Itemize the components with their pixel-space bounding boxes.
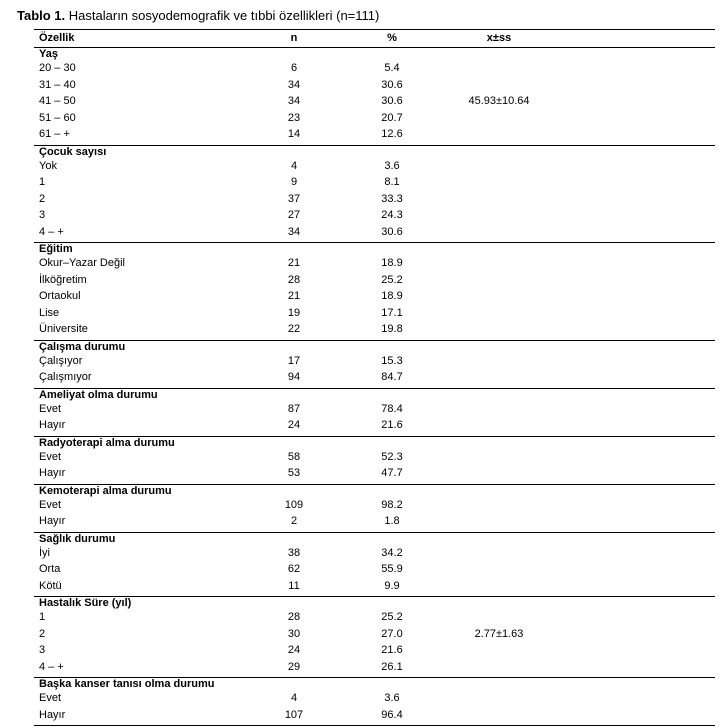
row-label: 2 — [39, 192, 46, 205]
row-label: Ortaokul — [39, 290, 81, 302]
table-row — [34, 111, 715, 128]
header-percent: % — [387, 32, 397, 44]
table-row — [34, 402, 715, 419]
row-percent: 3.6 — [384, 159, 400, 172]
table-row — [34, 660, 715, 677]
row-percent: 30.6 — [381, 95, 403, 107]
row-percent: 55.9 — [381, 563, 403, 575]
row-percent: 33.3 — [381, 192, 403, 205]
table-row — [34, 289, 715, 306]
row-label: 3 — [39, 209, 46, 221]
data-table — [34, 29, 715, 726]
table-row — [34, 94, 715, 111]
header-mean-sd: x±ss — [486, 32, 512, 44]
row-n: 29 — [287, 660, 301, 673]
row-n: 24 — [287, 644, 301, 656]
row-percent: 19.8 — [381, 323, 403, 335]
row-percent: 8.1 — [384, 176, 400, 188]
row-n: 34 — [287, 225, 301, 238]
table-caption-label: Tablo 1. — [17, 8, 66, 23]
row-n: 4 — [290, 159, 298, 172]
table-row — [34, 562, 715, 579]
row-n: 2 — [290, 515, 298, 527]
row-n: 28 — [287, 273, 301, 286]
row-n: 22 — [287, 323, 301, 335]
table-section — [34, 678, 715, 726]
row-label: Evet — [39, 402, 62, 415]
table-section — [34, 146, 715, 244]
table-row — [34, 273, 715, 290]
row-n: 6 — [290, 62, 298, 74]
section-title: Çocuk sayısı — [39, 145, 107, 158]
row-label: İlköğretim — [39, 273, 87, 286]
table-row — [34, 546, 715, 563]
row-label: Evet — [39, 692, 62, 704]
table-row — [34, 208, 715, 225]
section-title: Ameliyat olma durumu — [39, 388, 158, 401]
row-label: 51 – 60 — [39, 111, 76, 124]
row-label: Hayır — [39, 708, 66, 721]
row-percent: 47.7 — [381, 467, 403, 479]
table-section — [34, 533, 715, 598]
row-percent: 27.0 — [381, 627, 403, 640]
table-section — [34, 485, 715, 533]
row-label: Çalışıyor — [39, 354, 83, 367]
table-row — [34, 418, 715, 435]
row-label: 4 – + — [39, 660, 64, 673]
table-section — [34, 437, 715, 485]
row-label: Üniversite — [39, 323, 88, 335]
row-n: 9 — [290, 176, 298, 188]
row-n: 28 — [287, 611, 301, 623]
row-mean-sd: 2.77±1.63 — [474, 627, 524, 640]
row-label: Evet — [39, 450, 62, 463]
section-title: Hastalık Süre (yıl) — [39, 597, 132, 609]
row-n: 30 — [287, 627, 301, 640]
table-row — [34, 159, 715, 176]
row-n: 4 — [290, 692, 298, 704]
row-percent: 21.6 — [381, 419, 403, 431]
row-n: 34 — [287, 78, 301, 91]
row-label: İyi — [39, 546, 50, 559]
table-row — [34, 322, 715, 339]
table-row — [34, 306, 715, 323]
row-label: Hayır — [39, 467, 66, 479]
table-row — [34, 256, 715, 273]
row-label: 20 – 30 — [39, 62, 76, 74]
row-n: 109 — [284, 498, 304, 511]
table-row — [34, 354, 715, 371]
row-percent: 98.2 — [381, 498, 403, 511]
row-label: Lise — [39, 306, 60, 319]
table-row — [34, 225, 715, 242]
row-label: 31 – 40 — [39, 78, 76, 91]
table-row — [34, 175, 715, 192]
row-percent: 25.2 — [381, 611, 403, 623]
row-percent: 9.9 — [384, 579, 400, 592]
table-section — [34, 341, 715, 389]
row-percent: 30.6 — [381, 78, 403, 91]
row-percent: 96.4 — [381, 708, 403, 721]
section-title: Kemoterapi alma durumu — [39, 484, 172, 497]
section-title: Eğitim — [39, 243, 73, 255]
row-label: Yok — [39, 159, 57, 172]
row-label: Orta — [39, 563, 61, 575]
table-section — [34, 597, 715, 678]
row-n: 17 — [287, 354, 301, 367]
section-title: Çalışma durumu — [39, 340, 126, 353]
row-percent: 1.8 — [384, 515, 400, 527]
row-n: 21 — [287, 290, 301, 302]
table-caption — [17, 8, 379, 23]
row-percent: 12.6 — [381, 128, 403, 140]
row-percent: 17.1 — [381, 306, 403, 319]
row-label: 3 — [39, 644, 46, 656]
header-n: n — [290, 32, 298, 44]
table-row — [34, 466, 715, 483]
header-feature: Özellik — [39, 32, 75, 44]
section-title: Radyoterapi alma durumu — [39, 436, 175, 449]
row-n: 37 — [287, 192, 301, 205]
row-n: 34 — [287, 95, 301, 107]
row-percent: 24.3 — [381, 209, 403, 221]
row-percent: 84.7 — [381, 371, 403, 383]
row-n: 53 — [287, 467, 301, 479]
row-n: 19 — [287, 306, 301, 319]
row-percent: 20.7 — [381, 111, 403, 124]
table-row — [34, 78, 715, 95]
row-n: 87 — [287, 402, 301, 415]
table-row — [34, 691, 715, 708]
row-label: Okur–Yazar Değil — [39, 257, 125, 269]
row-percent: 26.1 — [381, 660, 403, 673]
table-row — [34, 610, 715, 627]
section-title: Başka kanser tanısı olma durumu — [39, 678, 215, 690]
row-percent: 78.4 — [381, 402, 403, 415]
row-label: Çalışmıyor — [39, 371, 92, 383]
row-n: 62 — [287, 563, 301, 575]
section-title: Sağlık durumu — [39, 532, 116, 545]
row-label: 61 – + — [39, 128, 70, 140]
table-row — [34, 61, 715, 78]
table-section — [34, 48, 715, 146]
table-section — [34, 243, 715, 341]
row-label: Hayır — [39, 515, 66, 527]
row-n: 24 — [287, 419, 301, 431]
row-percent: 25.2 — [381, 273, 403, 286]
row-label: 4 – + — [39, 225, 64, 238]
row-percent: 34.2 — [381, 546, 403, 559]
table-row — [34, 450, 715, 467]
section-title: Yaş — [39, 48, 58, 60]
row-label: Hayır — [39, 419, 66, 431]
table-caption-text: Hastaların sosyodemografik ve tıbbi özellikleri (n=111) — [68, 8, 380, 23]
table-row — [34, 627, 715, 644]
row-percent: 15.3 — [381, 354, 403, 367]
table-row — [34, 498, 715, 515]
row-label: 2 — [39, 627, 46, 640]
table-row — [34, 370, 715, 387]
row-percent: 18.9 — [381, 257, 403, 269]
row-label: Kötü — [39, 579, 62, 592]
row-mean-sd: 45.93±10.64 — [468, 95, 530, 107]
table-section — [34, 389, 715, 437]
table-row — [34, 708, 715, 725]
row-n: 58 — [287, 450, 301, 463]
table-row — [34, 514, 715, 531]
row-n: 27 — [287, 209, 301, 221]
row-n: 107 — [284, 708, 304, 721]
table-body — [34, 48, 715, 726]
row-n: 94 — [287, 371, 301, 383]
row-n: 38 — [287, 546, 301, 559]
table-row — [34, 192, 715, 209]
row-label: 41 – 50 — [39, 95, 76, 107]
row-percent: 30.6 — [381, 225, 403, 238]
row-n: 14 — [287, 128, 301, 140]
row-label: Evet — [39, 498, 62, 511]
table-row — [34, 643, 715, 660]
row-label: 1 — [39, 176, 46, 188]
row-percent: 52.3 — [381, 450, 403, 463]
table-header — [34, 29, 715, 48]
row-n: 21 — [287, 257, 301, 269]
row-percent: 21.6 — [381, 644, 403, 656]
row-label: 1 — [39, 611, 46, 623]
row-percent: 18.9 — [381, 290, 403, 302]
row-percent: 3.6 — [384, 692, 400, 704]
table-row — [34, 127, 715, 144]
row-n: 23 — [287, 111, 301, 124]
row-n: 11 — [288, 579, 300, 592]
table-row — [34, 579, 715, 596]
row-percent: 5.4 — [384, 62, 400, 74]
